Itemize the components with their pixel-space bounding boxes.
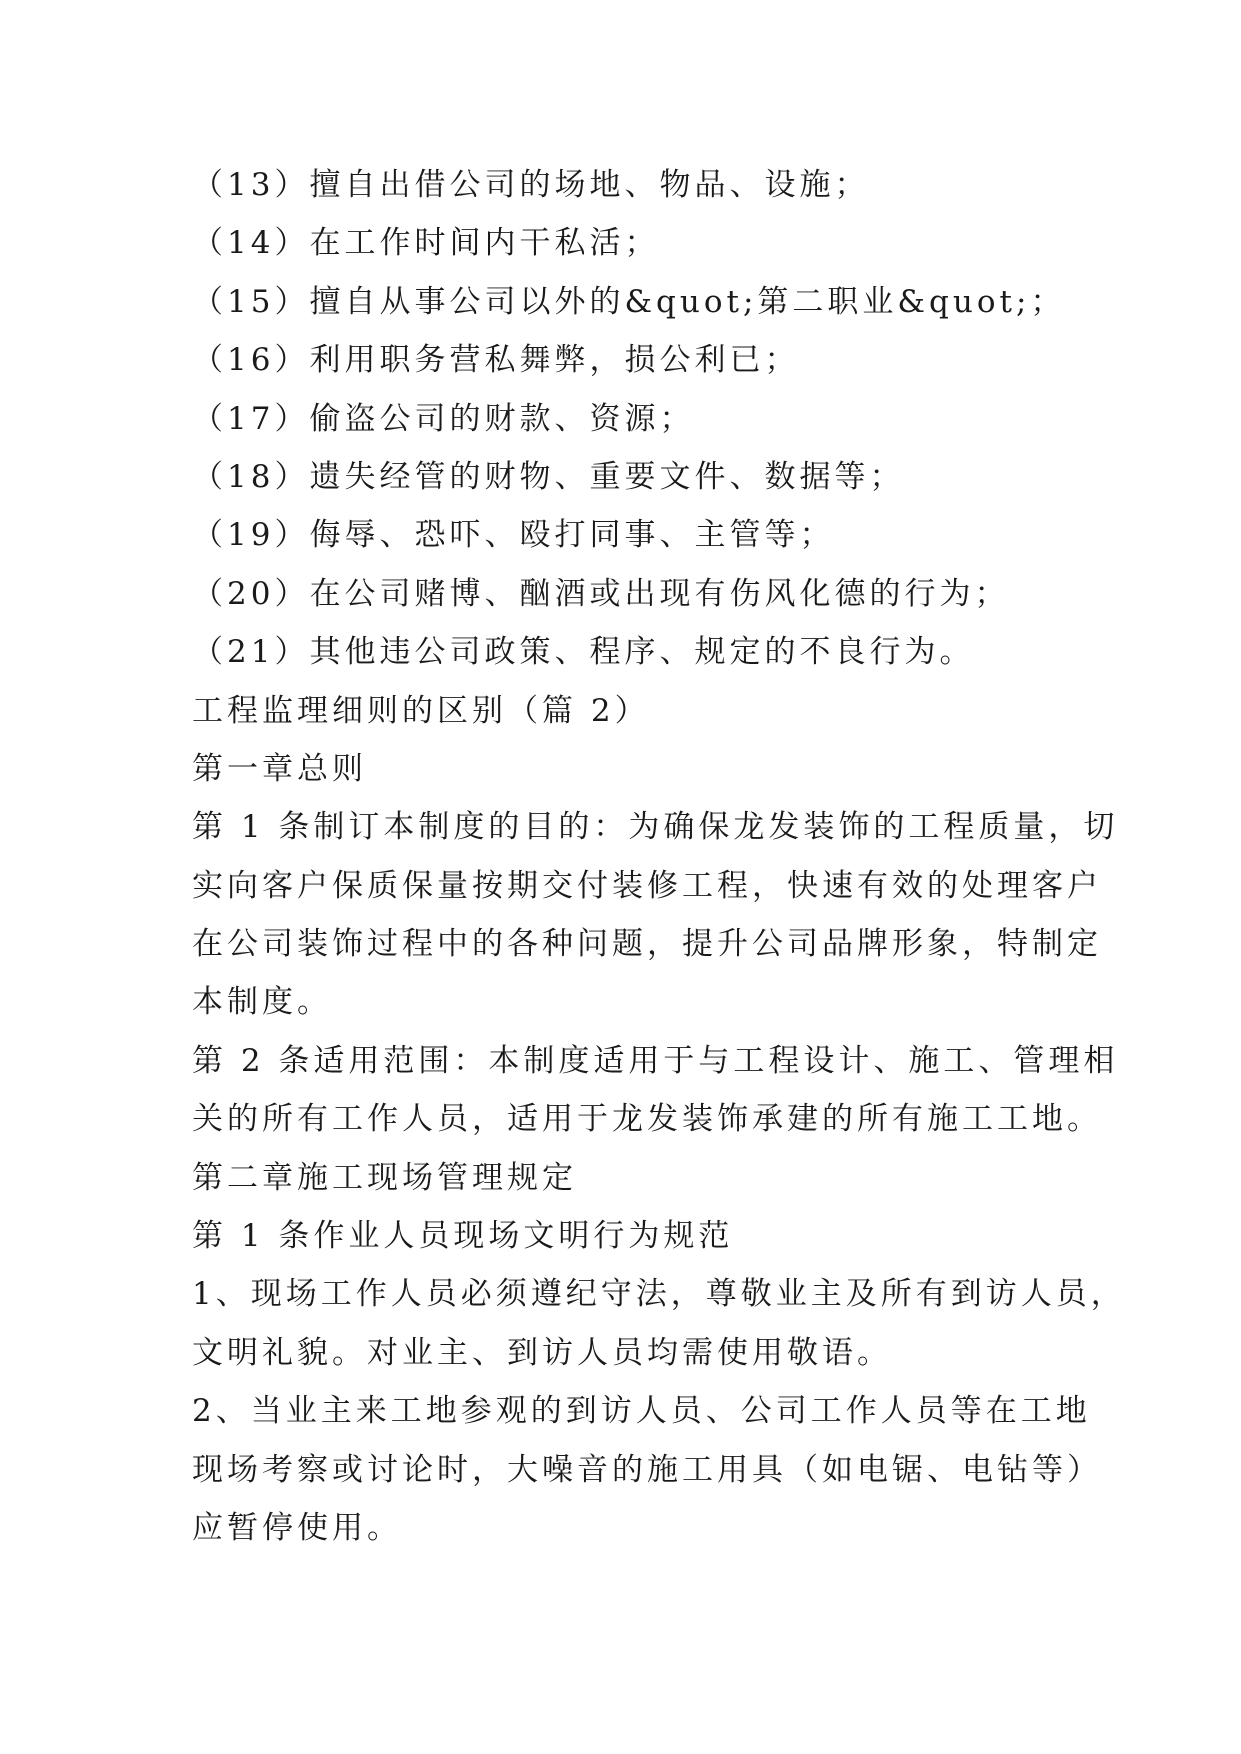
chapter-heading-1: 第一章总则 bbox=[192, 750, 367, 787]
paragraph-line: 应暂停使用。 bbox=[192, 1509, 402, 1546]
list-item-19: （19）侮辱、恐吓、殴打同事、主管等； bbox=[192, 517, 835, 554]
document-body bbox=[192, 156, 1126, 1557]
paragraph-line: 1、现场工作人员必须遵纪守法，尊敬业主及所有到访人员， bbox=[192, 1276, 1126, 1313]
list-item-13: （13）擅自出借公司的场地、物品、设施； bbox=[192, 167, 870, 203]
section-title: 工程监理细则的区别（篇 2） bbox=[192, 692, 650, 729]
list-item-21: （21）其他违公司政策、程序、规定的不良行为。 bbox=[192, 634, 975, 671]
list-item-15: （15）擅自从事公司以外的&quot;第二职业&quot;； bbox=[192, 283, 1066, 320]
paragraph-line: 文明礼貌。对业主、到访人员均需使用敬语。 bbox=[192, 1334, 892, 1371]
paragraph-line: 实向客户保质保量按期交付装修工程，快速有效的处理客户 bbox=[192, 867, 1102, 904]
list-item-18: （18）遗失经管的财物、重要文件、数据等； bbox=[192, 458, 905, 495]
paragraph-line: 本制度。 bbox=[192, 984, 332, 1021]
list-item-16: （16）利用职务营私舞弊，损公利已； bbox=[192, 342, 800, 379]
paragraph-line: 第 1 条制订本制度的目的：为确保龙发装饰的工程质量，切 bbox=[192, 809, 1119, 846]
list-item-20: （20）在公司赌博、酗酒或出现有伤风化德的行为； bbox=[192, 575, 1010, 612]
paragraph-line: 关的所有工作人员，适用于龙发装饰承建的所有施工工地。 bbox=[192, 1101, 1102, 1138]
list-item-14: （14）在工作时间内干私活； bbox=[192, 225, 660, 262]
paragraph-line: 2、当业主来工地参观的到访人员、公司工作人员等在工地 bbox=[192, 1393, 1091, 1430]
chapter-heading-2: 第二章施工现场管理规定 bbox=[192, 1159, 577, 1196]
paragraph-line: 现场考察或讨论时，大噪音的施工用具（如电锯、电钻等） bbox=[192, 1451, 1102, 1488]
list-item-17: （17）偷盗公司的财款、资源； bbox=[192, 400, 695, 437]
article-heading: 第 1 条作业人员现场文明行为规范 bbox=[192, 1218, 734, 1255]
paragraph-line: 在公司装饰过程中的各种问题，提升公司品牌形象，特制定 bbox=[192, 926, 1102, 963]
paragraph-line: 第 2 条适用范围：本制度适用于与工程设计、施工、管理相 bbox=[192, 1042, 1119, 1079]
